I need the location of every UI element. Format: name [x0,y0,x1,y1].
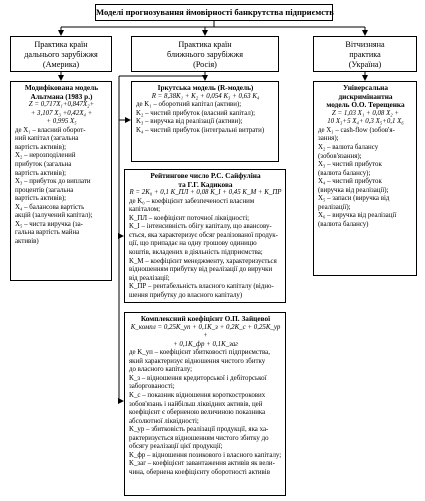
zaitseva-desc-line: рактеризується відношенням чистого збитку до [129,434,269,442]
saifullin-desc-line: шення прибутку до власного капіталу) [129,291,243,299]
saifullin-description [129,198,282,301]
altman-model-box [10,81,112,281]
tereshchenko-desc-line: реалізації); [318,203,351,211]
saifullin-title-line: Рейтингове число Р.С. Сайфуліна [150,171,261,180]
saifullin-desc-line: де K₀ – коефіцієнт забезпеченості власним [129,197,255,205]
tereshchenko-desc-line: (виручка від реалізації); [318,186,389,194]
tereshchenko-formula-line: Z = 1,03 X₁ + 0,08 X₂ + [331,109,400,117]
tereshchenko-desc-line: (валюта балансу); [318,169,371,177]
altman-formula-line: Z = 0,717X₁+0,847X₂+ [28,101,95,109]
altman-desc-line: ний капітал (загальна [15,135,79,143]
category-domestic-line-2: практика [349,49,381,59]
irkutsk-desc-line: K₂ – чистий прибуток (власний капітал); [136,109,256,117]
altman-desc-line: вартість активів); [15,143,67,151]
zaitseva-desc-line: K_з – відношення кредиторської і дебіторської [129,374,267,382]
tereshchenko-title-line: модель О.О. Терещенка [326,100,405,110]
irkutsk-desc-line: K₄ – чистий прибуток (інтегральні витрати) [136,126,265,134]
altman-description [15,127,108,247]
saifullin-desc-line: ється, яка характеризує обсяг реалізованої продук- [129,231,278,239]
category-near-line-3: (Росія) [193,59,217,69]
zaitseva-formula [129,324,282,350]
tereshchenko-title-line: дискримінантна [338,91,393,101]
category-domestic-line-1: Вітчизняна [345,40,385,49]
tereshchenko-desc-line: де X₁ – cash-flow (зобов'я- [318,126,395,134]
tereshchenko-formula [318,110,413,127]
saifullin-title-line: та Г.Г. Кадикова [178,179,233,189]
tereshchenko-desc-line: X₃ – чистий прибуток [318,161,382,169]
zaitseva-desc-line: K_фр – відношення позикового і власного капіталу; [129,451,282,459]
tereshchenko-desc-line: (валюта балансу) [318,220,369,228]
zaitseva-desc-line: чина, обернена коефіцієнту оборотності активів [129,468,270,476]
zaitseva-formula-line: K_компл = 0,25K_уп + 0,1K_з + 0,2K_с + 0,25K_ур + [130,323,281,340]
altman-desc-line: X₄ – балансова вартість [15,203,85,211]
category-near-abroad [131,36,279,72]
altman-desc-line: вартість активів); [15,195,67,203]
saifullin-desc-line: K_ПЛ – коефіцієнт поточної ліквідності; [129,214,250,222]
altman-formula-line: + 0,995 X₅ [46,118,77,126]
irkutsk-formula: R = 8,38K₁ + K₂ + 0,054 K₃ + 0,63 K₄ [151,92,260,100]
tereshchenko-desc-line: X₅ – запаси (виручка від [318,195,390,203]
zaitseva-desc-line: абсолютної ліквідності; [129,417,199,425]
tereshchenko-title [318,84,413,110]
tereshchenko-description [318,127,413,230]
category-far-abroad [10,36,112,72]
irkutsk-title: Іркутська модель (R-модель) [157,83,254,92]
tereshchenko-desc-line: X₆ – виручка від реалізації [318,212,397,220]
saifullin-desc-line: K_I – інтенсивність обігу капіталу, що авансову- [129,223,272,231]
zaitseva-title: Комплексний коефіцієнт О.П. Зайцевої [140,314,271,323]
altman-desc-line: X₅ – чиста виручка (за- [15,220,83,228]
altman-formula [15,101,108,127]
category-near-line-1: Практика країн [178,40,232,49]
zaitseva-desc-line: до власного капіталу; [129,366,193,374]
tereshchenko-desc-line: зання); [318,135,339,143]
category-domestic [313,36,417,72]
tereshchenko-title-line: Універсальна [342,83,389,92]
zaitseva-desc-line: обсягу реалізації цієї продукції; [129,443,223,451]
tereshchenko-desc-line: (зобов'язання); [318,152,362,160]
altman-title-line: Модифікована модель [24,83,99,92]
zaitseva-description [129,349,282,477]
saifullin-title [129,172,282,189]
altman-title [15,84,108,101]
altman-desc-line: активів) [15,237,39,245]
altman-desc-line: акцій (залучений капітал); [15,212,93,220]
altman-desc-line: гальна вартість майна [15,229,80,237]
zaitseva-desc-line: K_заг – коефіцієнт завантаження активів як вели- [129,460,275,468]
altman-desc-line: процентів (загальна [15,186,74,194]
diagram-title: Моделі прогнозування ймовірності банкрутства підприємств [95,4,333,21]
zaitseva-desc-line: де K_уп – коефіцієнт збитковості підприємства, [129,349,270,357]
altman-formula-line: + 3,107 X₃ +0,42X₄ + [30,109,93,117]
saifullin-desc-line: коштів, вкладених в діяльність підприємства; [129,249,263,257]
saifullin-desc-line: K_M – коефіцієнт менеджменту, характеризується [129,257,277,265]
saifullin-desc-line: K_ПР – рентабельність власного капіталу (відно- [129,283,274,291]
saifullin-model-box [124,169,286,303]
category-far-line-2: дальнього зарубіжжя [24,49,98,59]
saifullin-desc-line: капіталом; [129,206,161,214]
altman-desc-line: X₂ – нерозподілений [15,152,76,160]
zaitseva-model-box [124,312,286,496]
zaitseva-formula-line: + 0,1K_фр + 0,1K_заг [173,340,238,348]
irkutsk-desc-line: K₃ – виручка від реалізації (активи); [136,118,243,126]
tereshchenko-desc-line: X₂ – валюта балансу [318,143,379,151]
category-near-line-2: ближнього зарубіжжя [167,49,243,59]
altman-desc-line: де X₁ – власний оборот- [15,126,86,134]
category-domestic-line-3: (Україна) [348,59,382,69]
saifullin-desc-line: від реалізації; [129,274,170,282]
irkutsk-desc-line: де K₁ – оборотний капітал (активи); [136,101,242,109]
zaitseva-desc-line: K_с – показник відношення короткострокових [129,391,266,399]
irkutsk-description [136,101,275,135]
zaitseva-desc-line: зобов'язань і найбільш ліквідних активів, цей [129,400,263,408]
saifullin-formula: R = 2K₀ + 0,1 K_ПЛ + 0,08 K_I + 0,45 K_M + K_ПР [129,189,282,197]
zaitseva-desc-line: заборгованості; [129,383,175,391]
tereshchenko-desc-line: X₄ – чистий прибуток [318,178,382,186]
altman-desc-line: вартість активів); [15,169,67,177]
category-far-line-3: (Америка) [42,59,80,69]
saifullin-desc-line: ції, що припадає на одну грошову одиницю [129,240,257,248]
tereshchenko-model-box [313,81,417,276]
altman-desc-line: X₃ – прибуток до виплати [15,178,91,186]
zaitseva-desc-line: коефіцієнт є оберненою величиною показника [129,409,266,417]
category-far-line-1: Практика країн [34,40,88,49]
altman-desc-line: прибуток (загальна [15,161,72,169]
saifullin-desc-line: відношенням прибутку від реалізації до виручки [129,266,273,274]
altman-title-line: Альтмана (1983 р.) [30,91,93,101]
zaitseva-desc-line: K_ур – збитковість реалізації продукції, яка ха- [129,426,269,434]
zaitseva-desc-line: який характеризує відношення чистого збитку [129,357,266,365]
tereshchenko-formula-line: 10 X₃+5 X₄+ 0,3 X₅+0,1 X₆ [327,118,404,126]
irkutsk-model-box [131,81,279,162]
